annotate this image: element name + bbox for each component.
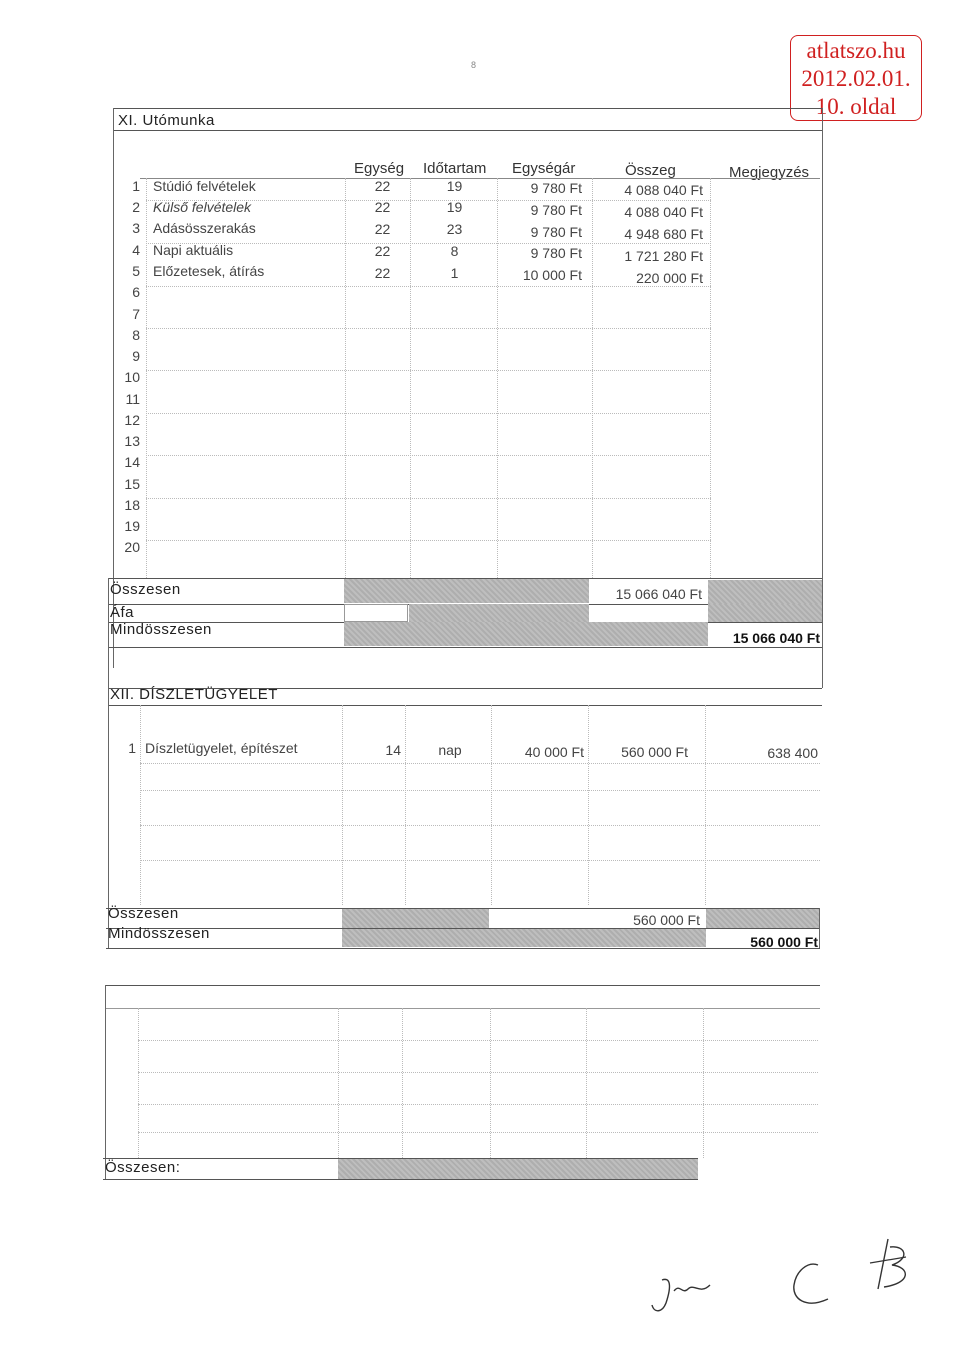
row-num: 6 <box>132 284 140 300</box>
header-unit: Egység <box>354 160 405 177</box>
empty-cell <box>344 604 408 622</box>
row-num: 13 <box>124 433 140 449</box>
row-divider <box>138 1132 818 1133</box>
row-total: 560 000 Ft <box>621 744 688 760</box>
row-num: 5 <box>132 263 140 279</box>
row-name: Előzetesek, átírás <box>153 263 265 279</box>
row-num: 2 <box>132 199 140 215</box>
col-sep-num <box>146 178 147 578</box>
stamp-page: 10. oldal <box>815 94 897 119</box>
col-sep <box>138 1008 139 1158</box>
grand-total-label: Mindösszesen <box>110 621 212 638</box>
header-unit-price: Egységár <box>512 160 576 177</box>
footer-bottom-border <box>103 1179 698 1180</box>
row-divider <box>146 413 711 414</box>
row-num: 9 <box>132 348 140 364</box>
row-num: 10 <box>124 369 140 385</box>
xi-top-border <box>113 108 823 109</box>
row-num: 3 <box>132 220 140 236</box>
row-unit-price: 9 780 Ft <box>530 202 582 218</box>
shaded-cell <box>708 580 822 604</box>
row-unit-price: 40 000 Ft <box>524 744 584 760</box>
row-num: 12 <box>124 412 140 428</box>
row-name: Díszletügyelet, építészet <box>145 740 298 756</box>
row-name: Külső felvételek <box>153 199 252 215</box>
row-duration: 1 <box>450 265 459 281</box>
row-note: 638 400 <box>767 745 818 761</box>
summary-bottom-border <box>108 647 822 648</box>
page-number: 8 <box>471 60 477 70</box>
row-total: 220 000 Ft <box>636 270 703 286</box>
row-divider <box>146 200 711 201</box>
row-unit: nap <box>438 742 462 758</box>
grand-total-value: 560 000 Ft <box>750 934 818 950</box>
col-sep-price <box>592 178 593 578</box>
col-sep-duration <box>497 178 498 578</box>
row-unit-price: 9 780 Ft <box>530 180 582 196</box>
row-divider <box>146 370 711 371</box>
row-unit-price: 10 000 Ft <box>522 267 582 283</box>
row-num: 14 <box>124 454 140 470</box>
row-num: 18 <box>124 497 140 513</box>
row-name: Napi aktuális <box>153 242 234 258</box>
row-unit-price: 9 780 Ft <box>530 224 582 240</box>
row-total: 1 721 280 Ft <box>624 248 703 264</box>
subtotal-label: Összesen <box>108 905 179 922</box>
col-sep <box>705 705 706 905</box>
xi-title-border <box>113 130 823 131</box>
row-num: 4 <box>132 242 140 258</box>
row-divider <box>146 498 711 499</box>
stamp-site: atlatszo.hu <box>806 38 906 63</box>
row-qty: 14 <box>385 742 401 758</box>
grand-total-value: 15 066 040 Ft <box>732 630 820 646</box>
row-unit: 22 <box>374 199 391 215</box>
empty-left-border <box>105 985 106 1180</box>
row-divider <box>146 286 711 287</box>
empty-top-border <box>105 985 820 986</box>
shaded-cell <box>409 604 589 622</box>
row-divider <box>140 825 820 826</box>
row-divider <box>146 328 711 329</box>
row-divider <box>140 790 820 791</box>
row-name: Stúdió felvételek <box>153 178 256 194</box>
shaded-cell <box>344 622 708 646</box>
col-sep <box>588 705 589 905</box>
subtotal-value: 15 066 040 Ft <box>615 586 702 602</box>
row-divider <box>140 860 820 861</box>
col-sep <box>140 705 141 905</box>
row-total: 4 088 040 Ft <box>624 204 703 220</box>
col-sep-unit <box>410 178 411 578</box>
xii-title: XII. DÍSZLETÜGYELET <box>110 686 278 703</box>
row-num: 7 <box>132 306 140 322</box>
row-num: 1 <box>132 178 140 194</box>
stamp-date: 2012.02.01. <box>801 66 911 91</box>
row-num: 1 <box>128 740 136 756</box>
empty-title-border <box>105 1008 820 1009</box>
row-num: 8 <box>132 327 140 343</box>
col-sep-total <box>710 178 711 578</box>
header-note: Megjegyzés <box>729 164 810 181</box>
header-total: Összeg <box>625 162 676 179</box>
summary-right-border <box>819 908 820 948</box>
handwritten-signatures <box>640 1225 940 1325</box>
row-name: Adásösszerakás <box>153 220 256 236</box>
vat-label: Áfa <box>110 604 135 621</box>
row-total: 4 088 040 Ft <box>624 182 703 198</box>
row-total: 4 948 680 Ft <box>624 226 703 242</box>
row-divider <box>146 243 711 244</box>
row-unit: 22 <box>374 221 391 237</box>
row-divider <box>140 763 820 764</box>
col-sep <box>405 705 406 905</box>
row-num: 11 <box>125 391 140 407</box>
subtotal-label: Összesen <box>110 581 181 598</box>
shaded-cell <box>338 1159 698 1179</box>
grand-total-label: Mindösszesen <box>108 925 210 942</box>
shaded-cell <box>708 604 822 622</box>
col-sep <box>342 705 343 905</box>
row-num: 15 <box>124 476 140 492</box>
col-sep <box>586 1008 587 1158</box>
shaded-cell <box>706 909 819 928</box>
row-divider <box>146 455 711 456</box>
xi-title: XI. Utómunka <box>118 112 215 129</box>
subtotal-value: 560 000 Ft <box>633 912 700 928</box>
row-duration: 23 <box>446 221 463 237</box>
col-sep <box>402 1008 403 1158</box>
row-unit: 22 <box>374 265 391 281</box>
row-duration: 19 <box>446 178 463 194</box>
row-num: 19 <box>124 518 140 534</box>
row-divider <box>138 1040 818 1041</box>
row-duration: 8 <box>450 243 459 259</box>
row-unit: 22 <box>374 243 391 259</box>
col-sep <box>338 1008 339 1158</box>
row-unit: 22 <box>374 178 391 194</box>
shaded-cell <box>342 909 489 928</box>
row-num: 20 <box>124 539 140 555</box>
row-unit-price: 9 780 Ft <box>530 245 582 261</box>
summary-left-border <box>108 578 109 688</box>
row-divider <box>138 1104 818 1105</box>
row-divider <box>146 540 711 541</box>
xi-right-border <box>822 108 823 688</box>
shaded-cell <box>344 579 589 603</box>
header-duration: Időtartam <box>423 160 487 177</box>
xii-title-border <box>108 705 822 706</box>
shaded-cell <box>342 929 706 947</box>
col-sep <box>490 1008 491 1158</box>
col-sep-name <box>345 178 346 578</box>
col-sep <box>703 1008 704 1158</box>
row-duration: 19 <box>446 199 463 215</box>
col-sep <box>491 705 492 905</box>
footer-total-label: Összesen: <box>105 1159 181 1176</box>
row-divider <box>138 1072 818 1073</box>
